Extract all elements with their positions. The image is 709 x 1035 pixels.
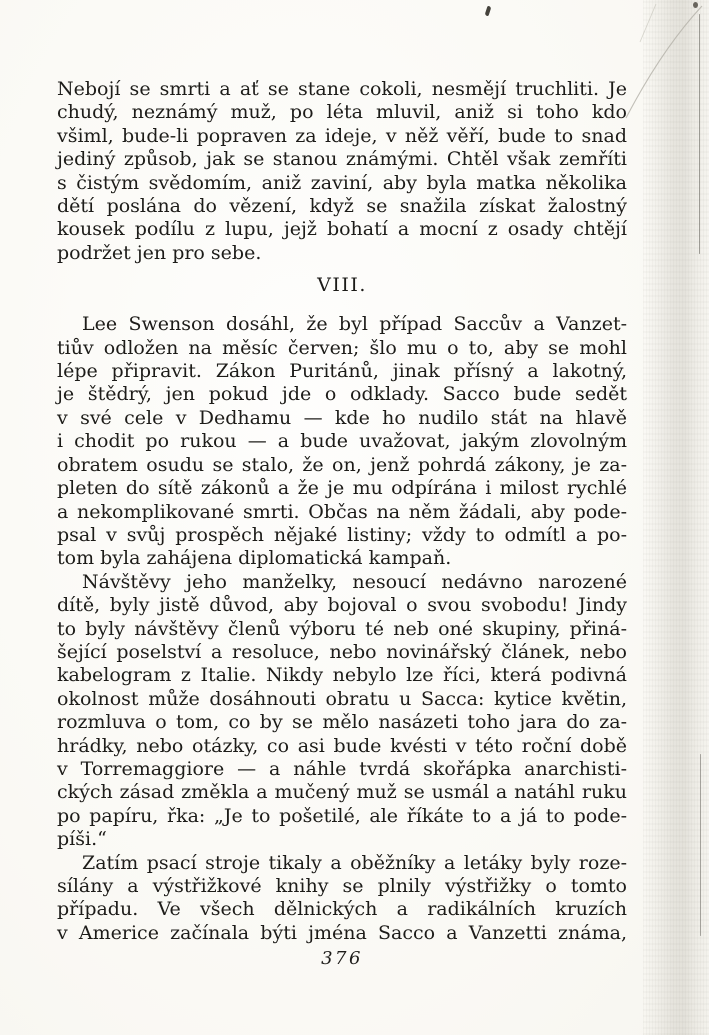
text-line: sílány a výstřižkové knihy se plnily výstřižky o tomto xyxy=(57,875,627,897)
text-line: i chodit po rukou — a bude uvažovat, jakým zlovolným xyxy=(57,430,627,453)
text-block xyxy=(57,78,627,945)
page-number: 376 xyxy=(321,948,363,969)
text-line: ckých zásad změkla a mučený muž se usmál a natáhl ruku xyxy=(57,781,627,804)
paragraph-1 xyxy=(57,78,627,265)
text-line: Nebojí se smrti a ať se stane cokoli, nesmějí truchliti. Je xyxy=(57,78,627,100)
paragraph-3 xyxy=(57,571,627,852)
text-line: obratem osudu se stalo, že on, jenž pohrdá zákony, je za- xyxy=(57,453,627,476)
text-line: psal v svůj prospěch nějaké listiny; vždy to odmítl a po- xyxy=(57,523,627,546)
text-line: pleten do sítě zákonů a že je mu odpírána i milost rychlé xyxy=(57,477,627,500)
text-line: případu. Ve všech dělnických a radikálních kruzích xyxy=(57,898,627,921)
ink-speck xyxy=(485,6,492,17)
text-line: s čistým svědomím, aniž zaviní, aby byla matka několika xyxy=(57,171,627,194)
text-line: po papíru, řka: „Je to pošetilé, ale říkáte to a já to pode- xyxy=(57,804,627,827)
paragraph-4 xyxy=(57,852,627,946)
text-line: rozmluva o tom, co by se mělo nasázeti toho jara do za- xyxy=(57,711,627,734)
scan-hairline-scratch xyxy=(618,0,709,125)
text-line: a nekomplikované smrti. Občas na něm žádali, aby pode- xyxy=(57,500,627,523)
text-line: je štědrý, jen pokud jde o odklady. Sacco bude sedět xyxy=(57,383,627,406)
text-line: v Torremaggiore — a náhle tvrdá skořápka anarchisti- xyxy=(57,757,627,780)
text-line: v Americe začínala býti jména Sacco a Vanzetti známa, xyxy=(57,921,627,944)
text-line: tom byla zahájena diplomatická kampaň. xyxy=(57,547,452,570)
text-line: píši.“ xyxy=(57,828,107,851)
scan-corner-dot xyxy=(693,2,698,8)
text-line: dítě, byly jistě důvod, aby bojoval o svou svobodu! Jindy xyxy=(57,594,627,617)
text-line: tiův odložen na měsíc červen; šlo mu o to, aby se mohl xyxy=(57,336,627,359)
text-line: chudý, neznámý muž, po léta mluvil, aniž si toho kdo xyxy=(57,101,627,124)
page-edge-shadow xyxy=(643,0,709,1035)
text-line: Lee Swenson dosáhl, že byl případ Saccův a Vanzet- xyxy=(82,313,627,336)
text-line: hrádky, nebo otázky, co asi bude kvésti v této roční době xyxy=(57,734,627,757)
text-line: kabelogram z Italie. Nikdy nebylo lze říci, která podivná xyxy=(57,664,627,687)
chapter-heading: VIII. xyxy=(317,274,367,297)
text-line: všiml, bude-li popraven za ideje, v něž věří, bude to snad xyxy=(57,124,627,147)
text-line: dětí poslána do vězení, když se snažila získat žalostný xyxy=(57,195,627,218)
text-line: to byly návštěvy členů výboru té neb oné skupiny, přiná- xyxy=(57,617,627,640)
text-line: v své cele v Dedhamu — kde ho nudilo stát na hlavě xyxy=(57,406,627,429)
text-line: Návštěvy jeho manželky, nesoucí nedávno narozené xyxy=(82,570,627,593)
scan-edge-line-top xyxy=(699,14,701,254)
text-line: Zatím psací stroje tikaly a oběžníky a letáky byly roze- xyxy=(82,851,627,874)
scan-edge-line-bottom xyxy=(700,754,702,936)
paragraph-2 xyxy=(57,313,627,570)
text-line: jediný způsob, jak se stanou známými. Chtěl však zemříti xyxy=(57,148,627,171)
text-line: kousek podílu z lupu, jejž bohatí a mocní z osady chtějí xyxy=(57,218,627,241)
text-line: podržet jen pro sebe. xyxy=(57,241,262,264)
text-line: lépe připravit. Zákon Puritánů, jinak přísný a lakotný, xyxy=(57,360,627,383)
text-line: okolnost může dosáhnouti obratu u Sacca: kytice květin, xyxy=(57,687,627,710)
text-line: šející poselství a resoluce, nebo novinářský článek, nebo xyxy=(57,640,627,663)
